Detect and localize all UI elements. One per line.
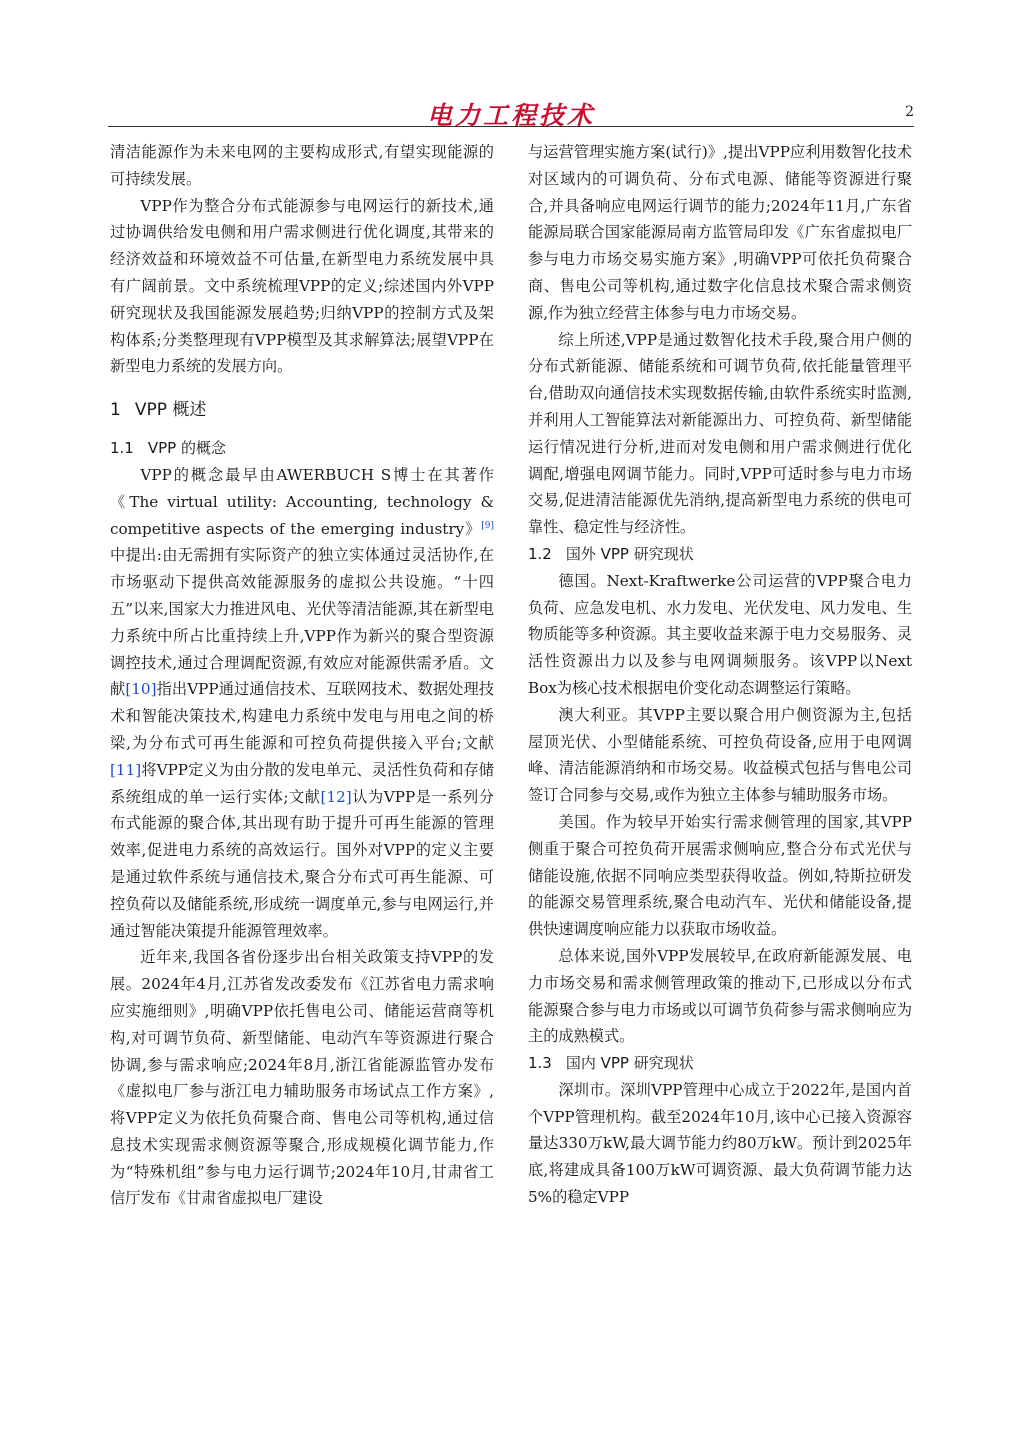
subsection-title: 国外 VPP 研究现状: [565, 544, 694, 563]
paragraph-concept: VPP的概念最早由AWERBUCH S博士在其著作《The virtual utility: Accounting, technology & competitive aspects of the emerging industry》[9]中提出:由无需拥有实际资产的独立实体通过灵活协作,在市场驱动下提供高效能源服务的虚拟公共设施。“十四五”以来,国家大力推进风电、光伏等清洁能源,其在新型电力系统中所占比重持续上升,VPP作为新兴的聚合型资源调控技术,通过合理调配资源,有效应对能源供需矛盾。文献[10]指出VPP通过通信技术、互联网技术、数据处理技术和智能决策技术,构建电力系统中发电与用电之间的桥梁,为分布式可再生能源和可控负荷提供接入平台;文献[11]将VPP定义为由分散的发电单元、灵活性负荷和存储系统组成的单一运行实体;文献[12]认为VPP是一系列分布式能源的聚合体,其出现有助于提升可再生能源的管理效率,促进电力系统的高效运行。国外对VPP的定义主要是通过软件系统与通信技术,聚合分布式可再生能源、可控负荷以及储能系统,形成统一调度单元,参与电网运行,并通过智能决策提升能源管理效率。: [110, 465, 495, 940]
paragraph-policy-continued: 与运营管理实施方案(试行)》,提出VPP应利用数智化技术对区域内的可调负荷、分布式电源、储能等资源进行聚合,并具备响应电网运行调节的能力;2024年11月,广东省能源局联合国家能源局南方监管局印发《广东省虚拟电厂参与电力市场交易实施方案》,明确VPP可依托负荷聚合商、售电公司等机构,通过数字化信息技术聚合需求侧资源,作为独立经营主体参与电力市场交易。: [528, 143, 912, 322]
subsection-title: VPP 的概念: [147, 439, 226, 458]
paragraph-australia: 澳大利亚。其VPP主要以聚合用户侧资源为主,包括屋顶光伏、小型储能系统、可控负荷设备,应用于电网调峰、清洁能源消纳和市场交易。收益模式包括与售电公司签订合同参与交易,或作为独立主体参与辅助服务市场。: [528, 705, 912, 805]
paragraph-shenzhen: 深圳市。深圳VPP管理中心成立于2022年,是国内首个VPP管理机构。截至2024年10月,该中心已接入资源容量达330万kW,最大调节能力约80万kW。预计到2025年底,将建成具备100万kW可调资源、最大负荷调节能力达5%的稳定VPP: [528, 1080, 912, 1207]
subsection-number: 1.3: [528, 1054, 552, 1073]
right-column: [528, 139, 912, 1211]
subsection-title: 国内 VPP 研究现状: [565, 1054, 694, 1073]
citation-9[interactable]: [9]: [481, 520, 494, 531]
section-heading-1: [110, 397, 494, 423]
subsection-heading-1-2: [528, 541, 912, 568]
section-number: 1: [110, 400, 121, 421]
paragraph-policy: 近年来,我国各省份逐步出台相关政策支持VPP的发展。2024年4月,江苏省发改委发布《江苏省电力需求响应实施细则》,明确VPP依托售电公司、储能运营商等机构,对可调节负荷、新型储能、电动汽车等资源进行聚合协调,参与需求响应;2024年8月,浙江省能源监管办发布《虚拟电厂参与浙江电力辅助服务市场试点工作方案》,将VPP定义为依托负荷聚合商、售电公司等机构,通过信息技术实现需求侧资源等聚合,形成规模化调节能力,作为“特殊机组”参与电力运行调节;2024年10月,甘肃省工信厅发布《甘肃省虚拟电厂建设: [110, 948, 494, 1208]
header-rule: [108, 126, 914, 127]
citation-11[interactable]: [11]: [110, 760, 142, 779]
subsection-heading-1-1: [110, 435, 494, 462]
paragraph-overall: 总体来说,国外VPP发展较早,在政府新能源发展、电力市场交易和需求侧管理政策的推动下,已形成以分布式能源聚合参与电力市场或以可调节负荷参与需求侧响应为主的成熟模式。: [528, 946, 912, 1046]
page-header: [108, 92, 914, 130]
subsection-number: 1.1: [110, 439, 134, 458]
paragraph-intro: VPP作为整合分布式能源参与电网运行的新技术,通过协调供给发电侧和用户需求侧进行优化调度,其带来的经济效益和环境效益不可估量,在新型电力系统发展中具有广阔前景。文中系统梳理VPP的定义;综述国内外VPP研究现状及我国能源发展趋势;归纳VPP的控制方式及架构体系;分类整理现有VPP模型及其求解算法;展望VPP在新型电力系统的发展方向。: [110, 196, 494, 376]
citation-10[interactable]: [10]: [125, 680, 157, 699]
left-column: [110, 139, 494, 1212]
paragraph-germany: 德国。Next-Kraftwerke公司运营的VPP聚合电力负荷、应急发电机、水力发电、光伏发电、风力发电、生物质能等多种资源。其主要收益来源于电力交易服务、灵活性资源出力以及参与电网调频服务。该VPP以Next Box为核心技术根据电价变化动态调整运行策略。: [528, 571, 912, 697]
section-title: VPP 概述: [134, 400, 207, 421]
paragraph-summary: 综上所述,VPP是通过数智化技术手段,聚合用户侧的分布式新能源、储能系统和可调节负荷,依托能量管理平台,借助双向通信技术实现数据传输,由软件系统实时监测,并利用人工智能算法对新能源出力、可控负荷、新型储能运行情况进行分析,进而对发电侧和用户需求侧进行优化调配,增强电网调节能力。同时,VPP可适时参与电力市场交易,促进清洁能源优先消纳,提高新型电力系统的供电可靠性、稳定性与经济性。: [528, 330, 912, 537]
subsection-heading-1-3: [528, 1050, 912, 1077]
journal-title: 电力工程技术: [426, 101, 595, 130]
paragraph-continued: 清洁能源作为未来电网的主要构成形式,有望实现能源的可持续发展。: [110, 143, 494, 188]
paragraph-usa: 美国。作为较早开始实行需求侧管理的国家,其VPP侧重于聚合可控负荷开展需求侧响应,整合分布式光伏与储能设施,依据不同响应类型获得收益。例如,特斯拉研发的能源交易管理系统,聚合电动汽车、光伏和储能设备,提供快速调度响应能力以获取市场收益。: [528, 812, 912, 939]
citation-12[interactable]: [12]: [320, 787, 352, 806]
subsection-number: 1.2: [528, 544, 552, 563]
page-number: 2: [905, 104, 914, 120]
